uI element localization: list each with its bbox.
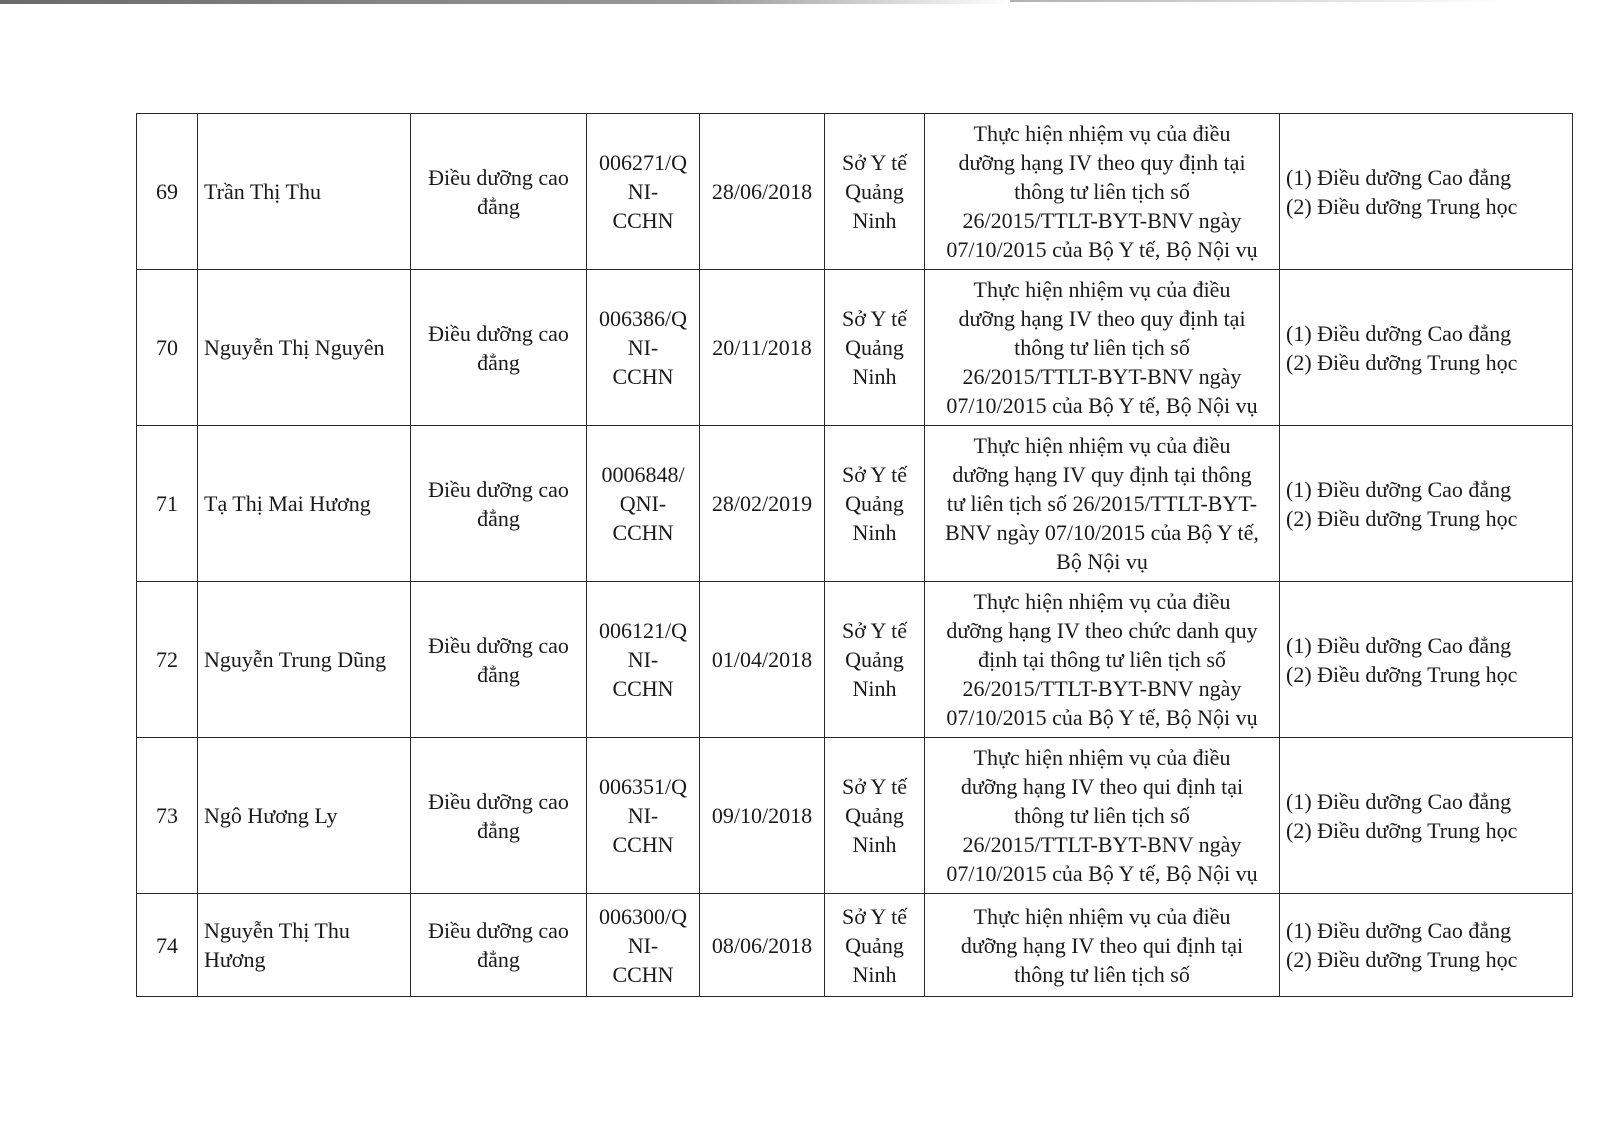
issue-date-cell bbox=[700, 270, 825, 426]
table-row bbox=[137, 270, 1573, 426]
certificate-number: 006121/Q NI- CCHN bbox=[599, 618, 687, 701]
table-row bbox=[137, 738, 1573, 894]
staff-name: Nguyễn Trung Dũng bbox=[204, 647, 387, 672]
job-title-cell bbox=[411, 894, 587, 997]
issuer-cell bbox=[825, 270, 925, 426]
table-row bbox=[137, 894, 1573, 997]
job-title-cell bbox=[411, 582, 587, 738]
name-cell bbox=[198, 582, 411, 738]
duty-cell bbox=[925, 894, 1280, 997]
job-title-cell bbox=[411, 426, 587, 582]
certificate-number: 006300/Q NI- CCHN bbox=[599, 903, 687, 987]
duty-cell bbox=[925, 270, 1280, 426]
row-number: 73 bbox=[156, 803, 178, 828]
staff-name: Nguyễn Thị Thu Hương bbox=[204, 918, 350, 972]
duty-cell bbox=[925, 114, 1280, 270]
row-number: 69 bbox=[156, 179, 178, 204]
issue-date-cell bbox=[700, 582, 825, 738]
duty-cell bbox=[925, 582, 1280, 738]
qualifications: (1) Điều dưỡng Cao đẳng (2) Điều dưỡng Trung học bbox=[1286, 918, 1518, 972]
staff-name: Ngô Hương Ly bbox=[204, 803, 338, 828]
issuer-cell bbox=[825, 114, 925, 270]
name-cell bbox=[198, 270, 411, 426]
issue-date: 09/10/2018 bbox=[711, 803, 813, 828]
qualifications: (1) Điều dưỡng Cao đẳng (2) Điều dưỡng Trung học bbox=[1286, 320, 1518, 375]
certificate-cell bbox=[587, 582, 700, 738]
job-title: Điều dưỡng cao đẳng bbox=[428, 632, 569, 687]
duty-description: Thực hiện nhiệm vụ của điều dưỡng hạng IV theo qui định tại thông tư liên tịch số bbox=[960, 903, 1244, 987]
issuer-cell bbox=[825, 582, 925, 738]
qualifications: (1) Điều dưỡng Cao đẳng (2) Điều dưỡng Trung học bbox=[1286, 476, 1518, 531]
row-number: 70 bbox=[156, 335, 178, 360]
row-number-cell bbox=[137, 582, 198, 738]
job-title-cell bbox=[411, 114, 587, 270]
scan-top-edge bbox=[0, 0, 1010, 4]
issuing-authority: Sở Y tế Quảng Ninh bbox=[841, 150, 907, 233]
job-title-cell bbox=[411, 270, 587, 426]
certificate-cell bbox=[587, 738, 700, 894]
job-title: Điều dưỡng cao đẳng bbox=[428, 918, 569, 972]
qualifications-cell bbox=[1280, 738, 1573, 894]
issuing-authority: Sở Y tế Quảng Ninh bbox=[841, 618, 907, 701]
qualifications-cell bbox=[1280, 270, 1573, 426]
qualifications-cell bbox=[1280, 426, 1573, 582]
certificate-cell bbox=[587, 426, 700, 582]
job-title: Điều dưỡng cao đẳng bbox=[428, 320, 569, 375]
staff-table bbox=[136, 113, 1573, 997]
qualifications: (1) Điều dưỡng Cao đẳng (2) Điều dưỡng Trung học bbox=[1286, 632, 1518, 687]
job-title: Điều dưỡng cao đẳng bbox=[428, 788, 569, 843]
certificate-number: 006271/Q NI- CCHN bbox=[599, 150, 687, 233]
row-number: 74 bbox=[156, 932, 178, 958]
issue-date-cell bbox=[700, 114, 825, 270]
issuing-authority: Sở Y tế Quảng Ninh bbox=[841, 774, 907, 857]
row-number-cell bbox=[137, 426, 198, 582]
certificate-cell bbox=[587, 114, 700, 270]
duty-cell bbox=[925, 426, 1280, 582]
row-number-cell bbox=[137, 894, 198, 997]
issue-date: 28/06/2018 bbox=[711, 179, 813, 204]
duty-description: Thực hiện nhiệm vụ của điều dưỡng hạng IV theo chức danh quy định tại thông tư liên tịch số 26/2015/TTLT-BYT-BNV ngày 07/10/2015 của Bộ Y tế, Bộ Nội vụ bbox=[946, 589, 1258, 730]
table-row bbox=[137, 426, 1573, 582]
staff-name: Trần Thị Thu bbox=[204, 179, 321, 204]
issuer-cell bbox=[825, 738, 925, 894]
certificate-cell bbox=[587, 894, 700, 997]
table-row bbox=[137, 582, 1573, 738]
issuer-cell bbox=[825, 426, 925, 582]
duty-cell bbox=[925, 738, 1280, 894]
issue-date-cell bbox=[700, 426, 825, 582]
scan-top-edge-fade bbox=[1010, 0, 1510, 2]
name-cell bbox=[198, 426, 411, 582]
certificate-number: 006386/Q NI- CCHN bbox=[599, 306, 687, 389]
job-title: Điều dưỡng cao đẳng bbox=[428, 164, 569, 219]
row-number: 71 bbox=[156, 491, 178, 516]
qualifications-cell bbox=[1280, 114, 1573, 270]
staff-name: Tạ Thị Mai Hương bbox=[204, 491, 371, 516]
certificate-cell bbox=[587, 270, 700, 426]
job-title: Điều dưỡng cao đẳng bbox=[428, 476, 569, 531]
issue-date-cell bbox=[700, 738, 825, 894]
qualifications: (1) Điều dưỡng Cao đẳng (2) Điều dưỡng Trung học bbox=[1286, 788, 1518, 843]
issue-date: 08/06/2018 bbox=[711, 932, 813, 958]
duty-description: Thực hiện nhiệm vụ của điều dưỡng hạng IV quy định tại thông tư liên tịch số 26/2015/TTLT-BYT- BNV ngày 07/10/2015 của Bộ Y tế, Bộ Nội vụ bbox=[945, 433, 1259, 574]
job-title-cell bbox=[411, 738, 587, 894]
duty-description: Thực hiện nhiệm vụ của điều dưỡng hạng IV theo quy định tại thông tư liên tịch số 26/2015/TTLT-BYT-BNV ngày 07/10/2015 của Bộ Y tế, Bộ Nội vụ bbox=[946, 277, 1258, 418]
name-cell bbox=[198, 738, 411, 894]
issue-date: 20/11/2018 bbox=[712, 335, 812, 360]
issuer-cell bbox=[825, 894, 925, 997]
duty-description: Thực hiện nhiệm vụ của điều dưỡng hạng IV theo quy định tại thông tư liên tịch số 26/2015/TTLT-BYT-BNV ngày 07/10/2015 của Bộ Y tế, Bộ Nội vụ bbox=[946, 121, 1258, 262]
name-cell bbox=[198, 114, 411, 270]
issuing-authority: Sở Y tế Quảng Ninh bbox=[841, 306, 907, 389]
row-number: 72 bbox=[156, 647, 178, 672]
issuing-authority: Sở Y tế Quảng Ninh bbox=[841, 462, 907, 545]
qualifications: (1) Điều dưỡng Cao đẳng (2) Điều dưỡng Trung học bbox=[1286, 164, 1518, 219]
row-number-cell bbox=[137, 270, 198, 426]
row-number-cell bbox=[137, 738, 198, 894]
qualifications-cell bbox=[1280, 582, 1573, 738]
issuing-authority: Sở Y tế Quảng Ninh bbox=[841, 903, 907, 987]
staff-name: Nguyễn Thị Nguyên bbox=[204, 335, 385, 360]
table-row bbox=[137, 114, 1573, 270]
certificate-number: 006351/Q NI- CCHN bbox=[599, 774, 687, 857]
row-number-cell bbox=[137, 114, 198, 270]
issue-date: 28/02/2019 bbox=[711, 491, 813, 516]
issue-date-cell bbox=[700, 894, 825, 997]
qualifications-cell bbox=[1280, 894, 1573, 997]
name-cell bbox=[198, 894, 411, 997]
duty-description: Thực hiện nhiệm vụ của điều dưỡng hạng IV theo qui định tại thông tư liên tịch số 26/2015/TTLT-BYT-BNV ngày 07/10/2015 của Bộ Y tế, Bộ Nội vụ bbox=[946, 745, 1258, 886]
certificate-number: 0006848/ QNI- CCHN bbox=[601, 462, 685, 545]
issue-date: 01/04/2018 bbox=[711, 647, 813, 672]
